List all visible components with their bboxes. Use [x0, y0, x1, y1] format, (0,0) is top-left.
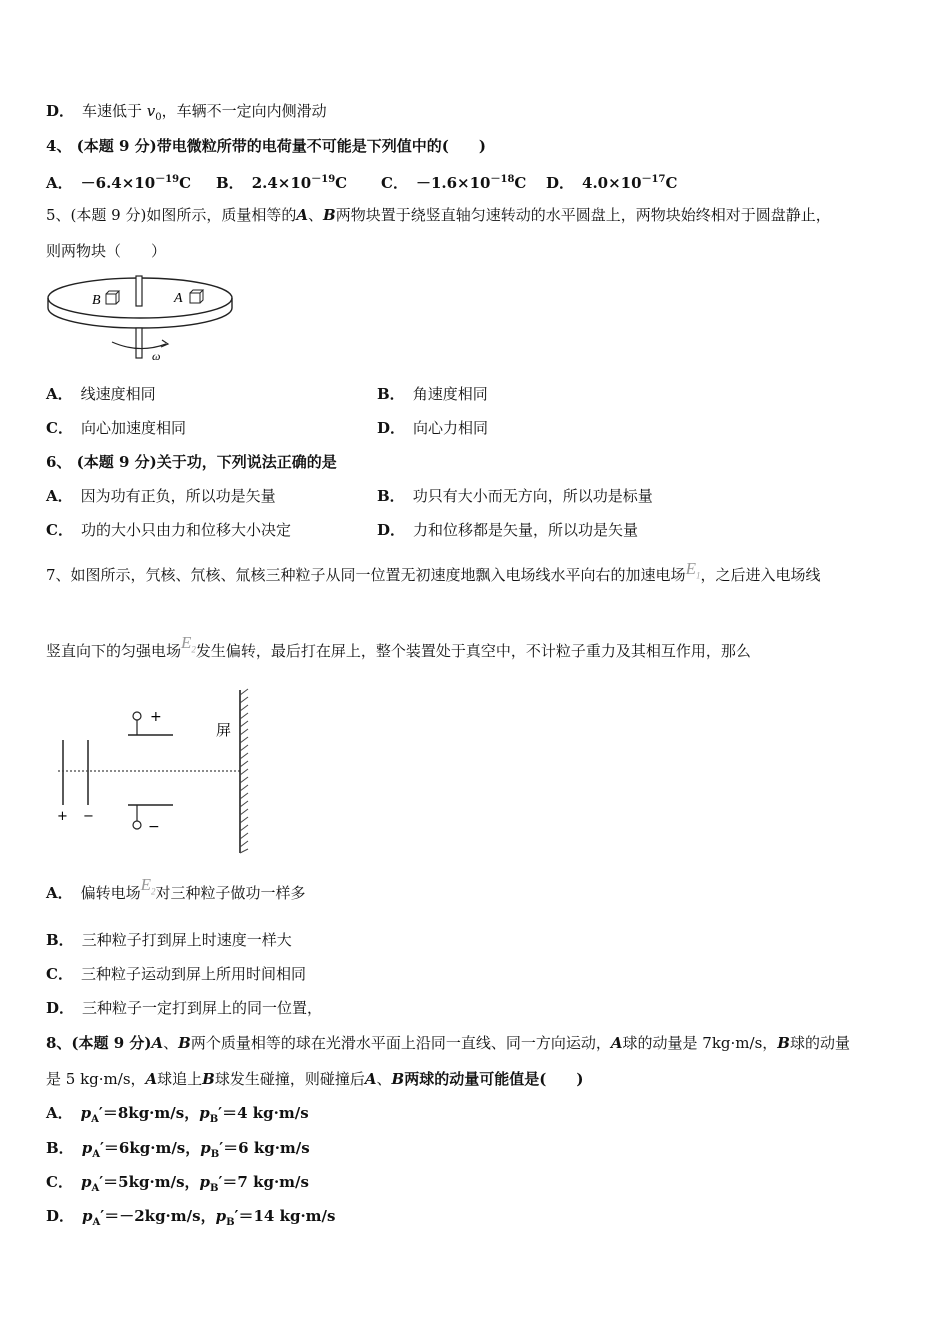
electric-field-figure — [48, 685, 263, 860]
sep: 、 — [307, 206, 323, 224]
stem-text: 球追上 — [157, 1070, 203, 1088]
block-b — [106, 294, 116, 304]
option-label: C． — [46, 1173, 73, 1191]
q5-option-d — [377, 417, 488, 439]
e1-symbol — [685, 559, 701, 581]
q8-option-a — [46, 1102, 309, 1131]
var-b: B — [178, 1034, 191, 1052]
option-label: A． — [46, 385, 73, 403]
option-label: A． — [46, 884, 73, 902]
axle-bottom — [136, 328, 142, 358]
option-value: ′＝6kg·m/s， — [99, 1139, 201, 1157]
option-text: －6.4×10 — [80, 174, 156, 192]
q4-option-a — [46, 169, 192, 194]
screen-hatching — [240, 689, 248, 853]
exponent: －19 — [155, 174, 180, 185]
p-symbol: p — [81, 1139, 93, 1157]
e2-subscript: 2 — [151, 886, 156, 897]
e1-subscript: 1 — [695, 570, 701, 581]
p-symbol: p — [82, 1207, 93, 1225]
unit: C — [514, 174, 527, 192]
option-text: 因为功有正负，所以功是矢量 — [80, 487, 276, 505]
q5-option-a — [46, 383, 156, 405]
e2-symbol — [181, 633, 196, 655]
e1-letter: E — [685, 559, 696, 578]
q5-stem-line2: 则两物块（ ） — [46, 242, 167, 260]
var-b: B — [391, 1070, 405, 1088]
option-label: B． — [377, 487, 405, 505]
top-terminal — [133, 712, 141, 720]
p-subscript: A — [91, 1114, 99, 1125]
p-subscript: B — [210, 1149, 220, 1160]
p-subscript: A — [92, 1149, 100, 1160]
option-label: D． — [46, 102, 75, 120]
option-label: D． — [377, 419, 406, 437]
left-plus-label: + — [57, 809, 68, 824]
option-label: A． — [46, 1104, 73, 1122]
exponent: －18 — [490, 174, 515, 185]
option-text: 对三种粒子做功一样多 — [155, 884, 306, 902]
unit: C — [665, 174, 678, 192]
option-text: 功的大小只由力和位移大小决定 — [80, 521, 291, 539]
option-text: 4.0×10 — [582, 174, 642, 192]
stem-text: 两物块置于绕竖直轴匀速转动的水平圆盘上，两物块始终相对于圆盘静止， — [335, 206, 831, 224]
q8-option-b — [46, 1137, 310, 1166]
q5-option-c — [46, 417, 186, 439]
var-a: A — [151, 1034, 164, 1052]
stem-text: 球的动量 — [789, 1034, 850, 1052]
option-value: ′＝6 kg·m/s — [219, 1139, 310, 1157]
option-label: D． — [546, 174, 575, 192]
option-text: 功只有大小而无方向，所以功是标量 — [412, 487, 653, 505]
option-value: ′＝－2kg·m/s， — [100, 1207, 216, 1225]
velocity-symbol: v — [146, 102, 156, 120]
q5-stem-line1 — [46, 204, 831, 226]
q4-option-b — [216, 169, 348, 194]
q4-options — [46, 169, 717, 194]
var-b: B — [323, 206, 336, 224]
q6-option-a — [46, 485, 276, 507]
option-label: C． — [46, 419, 73, 437]
option-label: C． — [46, 521, 73, 539]
exponent: －17 — [641, 174, 666, 185]
stem-text: 两个质量相等的球在光滑水平面上沿同一直线、同一方向运动， — [190, 1034, 611, 1052]
block-a — [190, 293, 200, 303]
stem-text: 发生偏转，最后打在屏上，整个装置处于真空中，不计粒子重力及其相互作用，那么 — [195, 642, 751, 660]
stem-text: ，之后进入电场线 — [700, 566, 821, 584]
option-label: D． — [46, 1207, 75, 1225]
q6-option-d — [377, 519, 638, 541]
e2-letter: E — [181, 633, 192, 652]
option-text: 偏转电场 — [80, 884, 141, 902]
option-label: A． — [46, 487, 73, 505]
exponent: －19 — [311, 174, 336, 185]
sep: 、 — [376, 1070, 392, 1088]
p-subscript: B — [210, 1183, 219, 1194]
q5-option-b — [377, 383, 488, 405]
option-label: B． — [377, 385, 405, 403]
q7-option-b — [46, 929, 292, 951]
stem-text: 5、(本题 9 分)如图所示，质量相等的 — [46, 206, 297, 224]
unit: C — [179, 174, 192, 192]
left-minus-label: − — [83, 809, 94, 824]
option-text: 角速度相同 — [412, 385, 488, 403]
q8-stem-line1 — [46, 1032, 850, 1054]
q4-stem: 4、 (本题 9 分)带电微粒所带的电荷量不可能是下列值中的( ) — [46, 137, 486, 155]
block-a-label: A — [174, 291, 183, 306]
var-b: B — [202, 1070, 215, 1088]
axle-top — [136, 276, 142, 306]
q8-stem-line2 — [46, 1068, 583, 1090]
stem-text: 两球的动量可能值是( ) — [404, 1070, 584, 1088]
unit: C — [335, 174, 348, 192]
p-symbol: p — [199, 1104, 210, 1122]
stem-text: 竖直向下的匀强电场 — [46, 642, 182, 660]
bottom-minus-label: − — [148, 819, 160, 835]
q7-option-c — [46, 963, 306, 985]
var-a: A — [610, 1034, 623, 1052]
option-text: 力和位移都是矢量，所以功是矢量 — [413, 521, 639, 539]
var-a: A — [364, 1070, 377, 1088]
q6-option-b — [377, 485, 653, 507]
option-text: 线速度相同 — [80, 385, 156, 403]
p-symbol: p — [199, 1173, 211, 1191]
var-a: A — [296, 206, 308, 224]
var-b: B — [777, 1034, 790, 1052]
stem-text: 7、如图所示，氕核、氘核、氚核三种粒子从同一位置无初速度地飘入电场线水平向右的加速电场 — [46, 566, 686, 584]
option-text: 三种粒子一定打到屏上的同一位置， — [82, 999, 323, 1017]
option-label: D． — [46, 999, 75, 1017]
bottom-terminal — [133, 821, 141, 829]
sep: 、 — [163, 1034, 179, 1052]
option-text: 三种粒子打到屏上时速度一样大 — [81, 931, 292, 949]
option-label: A． — [46, 174, 73, 192]
option-label: B． — [46, 931, 74, 949]
var-a: A — [145, 1070, 158, 1088]
option-text: －1.6×10 — [415, 174, 491, 192]
p-symbol: p — [200, 1139, 211, 1157]
stem-text: 球的动量是 7kg·m/s， — [622, 1034, 778, 1052]
q7-stem-line2 — [46, 633, 751, 668]
top-plus-label: + — [150, 709, 162, 725]
q8-option-c — [46, 1171, 309, 1200]
option-text: 向心力相同 — [413, 419, 489, 437]
p-subscript: A — [92, 1217, 101, 1228]
p-subscript: A — [91, 1183, 100, 1194]
option-value: ′＝5kg·m/s， — [99, 1173, 200, 1191]
option-value: ′＝14 kg·m/s — [234, 1207, 336, 1225]
screen-label: 屏 — [216, 721, 232, 739]
q6-stem: 6、 (本题 9 分)关于功，下列说法正确的是 — [46, 453, 337, 471]
option-label: B． — [46, 1139, 74, 1157]
e2-letter: E — [140, 875, 152, 894]
option-value: ′＝8kg·m/s， — [98, 1104, 200, 1122]
p-subscript: B — [209, 1114, 219, 1125]
option-label: C． — [46, 965, 73, 983]
p-symbol: p — [215, 1207, 227, 1225]
option-value: ′＝4 kg·m/s — [218, 1104, 309, 1122]
option-value: ′＝7 kg·m/s — [218, 1173, 309, 1191]
e2-symbol — [140, 875, 156, 897]
option-text: 车速低于 — [82, 102, 147, 120]
q3-option-d — [46, 100, 327, 129]
q8-option-d — [46, 1205, 335, 1234]
rotating-disk-figure — [44, 270, 244, 365]
omega-label: ω — [152, 349, 161, 363]
option-text: 向心加速度相同 — [80, 419, 186, 437]
q7-option-a — [46, 875, 306, 910]
rotation-arrowhead — [161, 340, 168, 347]
p-symbol: p — [80, 1173, 92, 1191]
e2-subscript: 2 — [191, 644, 196, 655]
option-text: 三种粒子运动到屏上所用时间相同 — [80, 965, 306, 983]
option-text: ，车辆不一定向内侧滑动 — [161, 102, 327, 120]
option-label: C． — [381, 174, 408, 192]
stem-text: 球发生碰撞，则碰撞后 — [214, 1070, 365, 1088]
q4-option-d — [546, 169, 677, 194]
p-subscript: B — [226, 1217, 235, 1228]
velocity-subscript: 0 — [155, 112, 162, 123]
p-symbol: p — [80, 1104, 92, 1122]
stem-text: 是 5 kg·m/s， — [46, 1070, 146, 1088]
q6-option-c — [46, 519, 291, 541]
option-label: D． — [377, 521, 406, 539]
q7-stem-line1 — [46, 559, 821, 592]
option-label: B． — [216, 174, 244, 192]
option-text: 2.4×10 — [251, 174, 312, 192]
block-b-label: B — [92, 293, 101, 308]
q7-option-d — [46, 997, 322, 1019]
stem-text: 8、(本题 9 分) — [46, 1034, 152, 1052]
q4-option-c — [381, 169, 527, 194]
